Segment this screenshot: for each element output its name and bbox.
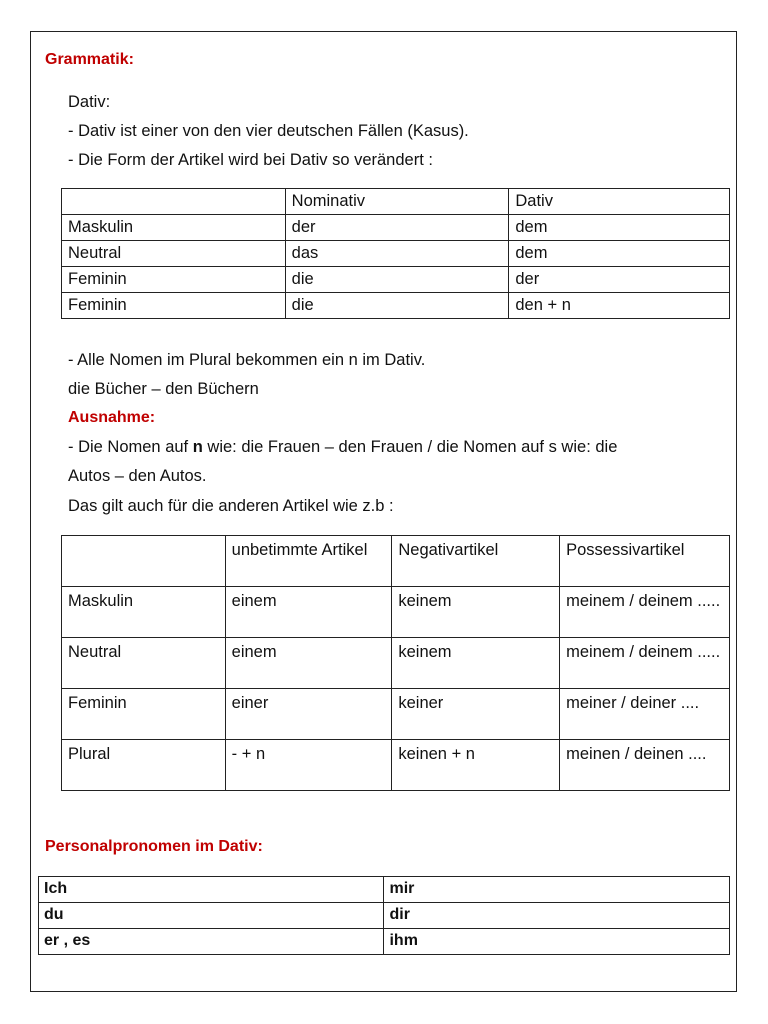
exception-line-1-suffix: wie: die Frauen – den Frauen / die Nomen auf s wie: die <box>202 438 618 456</box>
articles-cell: das <box>285 241 509 267</box>
articles-cell: Neutral <box>62 241 286 267</box>
indefinite-cell: keinen + n <box>392 740 560 791</box>
exception-line-1 <box>68 438 617 457</box>
exception-line-2: Autos – den Autos. <box>68 467 207 485</box>
pronouns-cell: mir <box>384 877 730 903</box>
articles-cell: Nominativ <box>285 189 509 215</box>
pronouns-cell: dir <box>384 903 730 929</box>
articles-cell: Feminin <box>62 267 286 293</box>
indefinite-cell: Feminin <box>62 689 226 740</box>
exception-line-1-bold: n <box>192 438 203 456</box>
section-heading-grammatik: Grammatik: <box>45 51 134 68</box>
indefinite-cell: einer <box>225 689 392 740</box>
table-row <box>62 293 730 319</box>
indefinite-cell: meinen / deinen .... <box>560 740 730 791</box>
articles-cell: dem <box>509 215 730 241</box>
intro-title: Dativ: <box>68 93 111 111</box>
indefinite-cell: Negativartikel <box>392 536 560 587</box>
articles-header-row <box>62 189 730 215</box>
articles-cell: die <box>285 267 509 293</box>
personal-pronouns-table <box>38 876 730 955</box>
exception-heading: Ausnahme: <box>68 409 156 426</box>
dative-articles-table <box>61 188 730 319</box>
table-row <box>39 903 730 929</box>
table-row <box>39 877 730 903</box>
articles-cell: den + n <box>509 293 730 319</box>
indefinite-cell: keiner <box>392 689 560 740</box>
indefinite-cell: Maskulin <box>62 587 226 638</box>
table-row <box>62 241 730 267</box>
pronouns-cell: ihm <box>384 929 730 955</box>
table-row <box>62 638 730 689</box>
indefinite-cell: einem <box>225 587 392 638</box>
plural-line-1: - Alle Nomen im Plural bekommen ein n im Dativ. <box>68 351 426 369</box>
table-row <box>62 587 730 638</box>
articles-cell: der <box>509 267 730 293</box>
indefinite-cell: keinem <box>392 638 560 689</box>
articles-cell: Dativ <box>509 189 730 215</box>
indefinite-cell: einem <box>225 638 392 689</box>
indefinite-cell: keinem <box>392 587 560 638</box>
plural-line-2: die Bücher – den Büchern <box>68 380 259 398</box>
indefinite-cell: Neutral <box>62 638 226 689</box>
indefinite-cell <box>62 536 226 587</box>
exception-line-3: Das gilt auch für die anderen Artikel wie z.b : <box>68 497 394 515</box>
table-row <box>39 929 730 955</box>
pronouns-cell: Ich <box>39 877 384 903</box>
table-row <box>62 689 730 740</box>
indefinite-cell: unbetimmte Artikel <box>225 536 392 587</box>
indefinite-cell: Plural <box>62 740 226 791</box>
indefinite-cell: meiner / deiner .... <box>560 689 730 740</box>
articles-cell: die <box>285 293 509 319</box>
table-row <box>62 215 730 241</box>
articles-cell: Maskulin <box>62 215 286 241</box>
indefinite-cell: meinem / deinem ..... <box>560 638 730 689</box>
intro-line-1: - Dativ ist einer von den vier deutschen Fällen (Kasus). <box>68 122 469 140</box>
articles-cell: dem <box>509 241 730 267</box>
articles-cell: Feminin <box>62 293 286 319</box>
indefinite-cell: - + n <box>225 740 392 791</box>
pronouns-cell: er , es <box>39 929 384 955</box>
articles-cell: der <box>285 215 509 241</box>
exception-line-1-prefix: - Die Nomen auf <box>68 438 193 456</box>
indefinite-articles-table <box>61 535 730 791</box>
table-row <box>62 740 730 791</box>
pronouns-cell: du <box>39 903 384 929</box>
indefinite-cell: meinem / deinem ..... <box>560 587 730 638</box>
indefinite-header-row <box>62 536 730 587</box>
table-row <box>62 267 730 293</box>
pronouns-heading: Personalpronomen im Dativ: <box>45 838 263 855</box>
articles-cell <box>62 189 286 215</box>
intro-line-2: - Die Form der Artikel wird bei Dativ so verändert : <box>68 151 433 169</box>
indefinite-cell: Possessivartikel <box>560 536 730 587</box>
